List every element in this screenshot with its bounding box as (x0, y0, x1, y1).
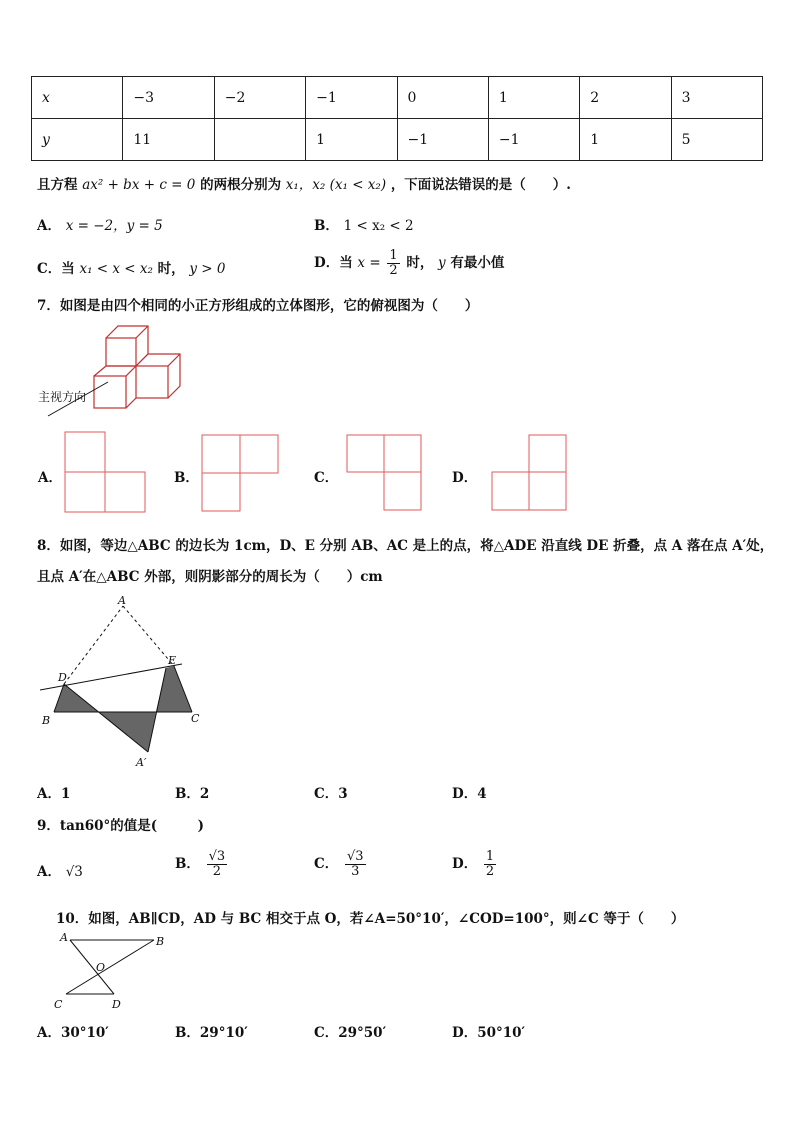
q7-option-b-figure[interactable] (202, 435, 282, 515)
q6-option-d[interactable] (314, 249, 504, 278)
q6-stem (37, 173, 571, 193)
option-label: A． (37, 864, 61, 880)
q10-option-b[interactable]: B．29°10′ (175, 1025, 248, 1041)
point-label-b: B (42, 714, 51, 727)
point-label-c: C (54, 998, 63, 1011)
q10-parallel-figure (52, 928, 172, 1014)
x-cell: 0 (397, 77, 488, 119)
table-row-y (32, 119, 763, 161)
x-header-cell: x (32, 77, 123, 119)
y-cell: 1 (306, 119, 397, 161)
q10-option-d[interactable]: D．50°10′ (452, 1025, 526, 1041)
x-cell: 2 (580, 77, 671, 119)
q8-stem-line1: 8．如图，等边△ABC 的边长为 1cm，D、E 分别 AB、AC 是上的点，将△ADE 沿直线 DE 折叠，点 A 落在点 A′处， (37, 538, 774, 554)
option-text: y (438, 255, 446, 271)
option-text: 时， (406, 255, 434, 271)
q10-option-a[interactable]: A．30°10′ (37, 1025, 109, 1041)
q6-stem-text: 且方程 (37, 177, 78, 193)
q6-option-b[interactable] (314, 214, 414, 234)
q9-option-a[interactable] (37, 860, 83, 880)
option-text: x = −2，y = 5 (65, 218, 163, 234)
q6-equation: ax² + bx + c = 0 (82, 177, 196, 193)
option-label: C．当 (37, 261, 75, 277)
fraction-one-half (387, 249, 399, 278)
q9-stem: 9．tan60°的值是( ) (37, 818, 205, 834)
q7-option-a-label[interactable]: A． (38, 470, 62, 486)
option-text: y > 0 (189, 261, 226, 277)
q7-cube-figure (30, 320, 190, 420)
point-label-e: E (168, 654, 177, 667)
point-label-a: A (60, 931, 68, 944)
x-cell: −2 (214, 77, 305, 119)
fraction-numerator: 1 (485, 849, 495, 864)
q7-option-d-figure[interactable] (492, 435, 570, 515)
option-label: B． (175, 856, 200, 872)
y-cell: 1 (580, 119, 671, 161)
point-label-c: C (191, 712, 200, 725)
option-text: √3 (65, 864, 83, 880)
y-cell: −1 (488, 119, 579, 161)
fraction-denominator: 2 (212, 864, 222, 879)
y-cell: 11 (123, 119, 214, 161)
fraction-denominator: 2 (485, 864, 495, 879)
y-cell: −1 (397, 119, 488, 161)
option-text: x = (357, 255, 381, 271)
fraction (207, 850, 228, 879)
fraction (345, 850, 366, 879)
fraction (484, 850, 496, 879)
value-table (31, 76, 763, 161)
q6-option-a[interactable] (37, 214, 163, 234)
q7-stem: 7．如图是由四个相同的小正方形组成的立体图形，它的俯视图为（ ） (37, 298, 479, 314)
fraction-denominator: 3 (351, 864, 360, 879)
q7-option-a-figure[interactable] (65, 432, 147, 514)
q7-option-c-label[interactable]: C． (314, 470, 339, 486)
q8-stem-line2: 且点 A′在△ABC 外部，则阴影部分的周长为（ ）cm (37, 569, 383, 585)
point-label-a-prime: A′ (136, 756, 147, 769)
option-label: C． (314, 856, 339, 872)
q9-option-c[interactable] (314, 850, 368, 879)
view-direction-label: 主视方向 (38, 390, 87, 404)
q6-roots: x₁，x₂ (x₁ < x₂) (285, 177, 387, 193)
y-cell (214, 119, 305, 161)
option-text: 有最小值 (450, 255, 505, 271)
q6-stem-text: ，下面说法错误的是（ ）. (390, 177, 572, 193)
option-text: x₁ < x < x₂ (79, 261, 153, 277)
q9-option-d[interactable] (452, 850, 498, 879)
y-cell: 5 (671, 119, 762, 161)
y-header-cell: y (32, 119, 123, 161)
option-label: B． (314, 218, 339, 234)
point-label-d: D (58, 671, 67, 684)
q7-option-b-label[interactable]: B． (174, 470, 199, 486)
q10-option-c[interactable]: C．29°50′ (314, 1025, 387, 1041)
fraction-numerator: 1 (389, 248, 398, 263)
point-label-b: B (156, 935, 165, 948)
q7-option-c-figure[interactable] (347, 435, 425, 515)
q6-option-c[interactable] (37, 257, 225, 277)
q9-option-b[interactable] (175, 850, 229, 879)
q8-fold-figure (36, 592, 206, 772)
option-label: D． (452, 856, 478, 872)
fraction-denominator: 2 (389, 263, 398, 278)
x-cell: −1 (306, 77, 397, 119)
q8-option-d[interactable]: D．4 (452, 786, 487, 802)
point-label-d: D (112, 998, 121, 1011)
x-cell: −3 (123, 77, 214, 119)
point-label-a: A (118, 594, 126, 607)
q8-option-b[interactable]: B．2 (175, 786, 210, 802)
point-label-o: O (96, 961, 106, 974)
option-text: 时， (157, 261, 185, 277)
fraction-numerator: √3 (208, 849, 226, 864)
option-label: D．当 (314, 255, 353, 271)
x-cell: 3 (671, 77, 762, 119)
fraction-numerator: √3 (346, 849, 364, 864)
table-row-x (32, 77, 763, 119)
q7-option-d-label[interactable]: D． (452, 470, 478, 486)
q8-option-a[interactable]: A．1 (37, 786, 71, 802)
q6-stem-text: 的两根分别为 (200, 177, 282, 193)
option-text: 1 < x₂ < 2 (343, 218, 414, 234)
option-label: A． (37, 218, 61, 234)
q10-stem: 10．如图，AB∥CD，AD 与 BC 相交于点 O，若∠A=50°10′，∠COD=100°，则∠C 等于（ ） (56, 911, 685, 927)
x-cell: 1 (488, 77, 579, 119)
q8-option-c[interactable]: C．3 (314, 786, 348, 802)
